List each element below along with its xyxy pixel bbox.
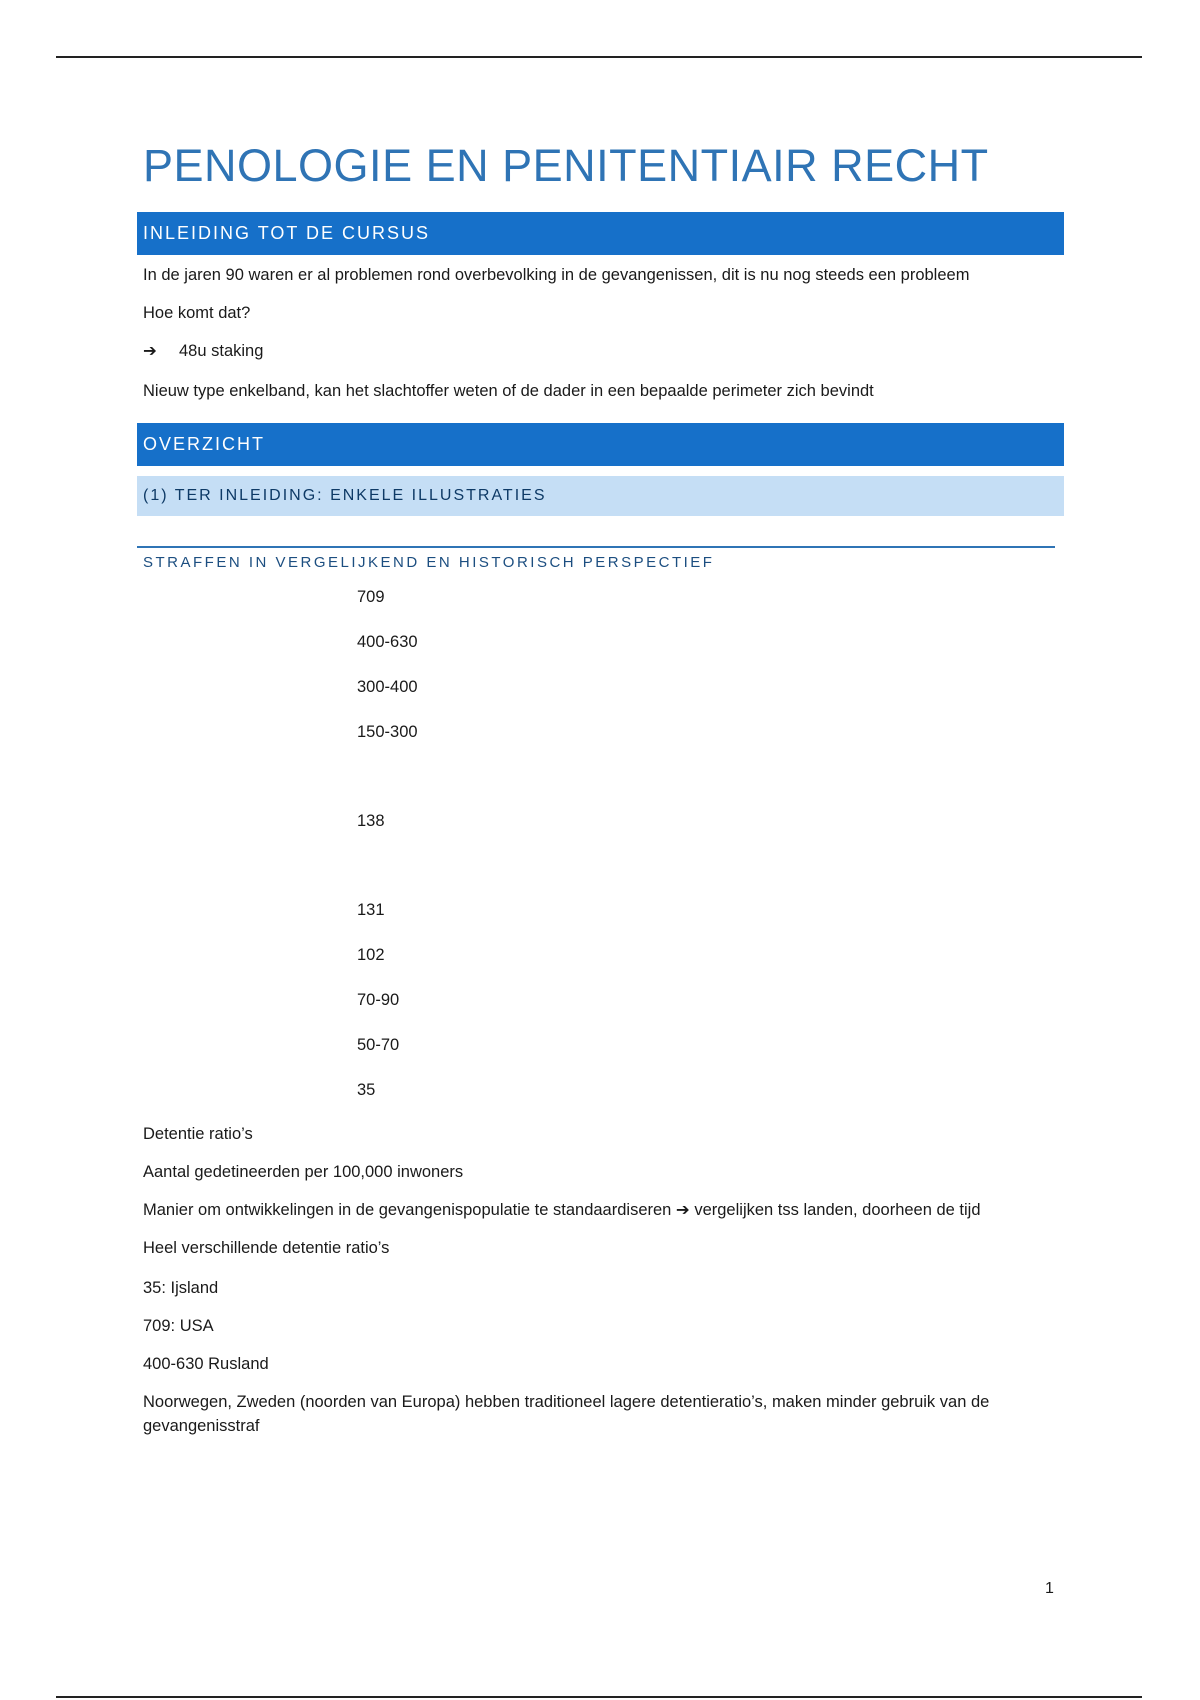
paragraph: Hoe komt dat?	[143, 303, 251, 322]
rate-value: 709	[357, 587, 385, 606]
document-title: PENOLOGIE EN PENITENTIAIR RECHT	[143, 140, 989, 191]
arrow-item-text: 48u staking	[179, 341, 264, 360]
rate-value: 131	[357, 900, 385, 919]
paragraph: 35: Ijsland	[143, 1278, 219, 1297]
arrow-list-item	[137, 339, 1064, 363]
paragraph: Aantal gedetineerden per 100,000 inwoners	[143, 1162, 464, 1181]
detention-rates-list	[357, 585, 1064, 1102]
paragraph: Detentie ratio’s	[143, 1124, 253, 1143]
rate-value: 400-630	[357, 632, 418, 651]
paragraph: Noorwegen, Zweden (noorden van Europa) hebben traditioneel lagere detentieratio’s, maken minder gebruik van de gevangenisstraf	[143, 1392, 990, 1435]
rate-value: 50-70	[357, 1035, 400, 1054]
subheading-illustrations: (1) TER INLEIDING: ENKELE ILLUSTRATIES	[137, 476, 1064, 516]
footer-rule	[56, 1696, 1142, 1698]
subsubheading-block	[137, 546, 1055, 571]
paragraph: 400-630 Rusland	[143, 1354, 269, 1373]
subsubheading-perspective: STRAFFEN IN VERGELIJKEND EN HISTORISCH PERSPECTIEF	[143, 553, 715, 571]
paragraph: 709: USA	[143, 1316, 214, 1335]
rate-value: 102	[357, 945, 385, 964]
document-page	[137, 140, 1064, 1438]
header-rule	[56, 56, 1142, 58]
page-number: 1	[1045, 1580, 1054, 1597]
paragraph: Heel verschillende detentie ratio’s	[143, 1238, 390, 1257]
rate-value: 35	[357, 1080, 376, 1099]
rate-value: 138	[357, 811, 385, 830]
paragraph: Nieuw type enkelband, kan het slachtoffer weten of de dader in een bepaalde perimeter zich bevindt	[143, 381, 874, 400]
rate-value: 300-400	[357, 677, 418, 696]
heading-intro: INLEIDING TOT DE CURSUS	[137, 212, 1064, 255]
arrow-right-icon: ➔	[143, 341, 157, 360]
paragraph: Manier om ontwikkelingen in de gevangenispopulatie te standaardiseren ➔ vergelijken tss landen, doorheen de tijd	[143, 1200, 981, 1219]
rate-value: 70-90	[357, 990, 400, 1009]
paragraph: In de jaren 90 waren er al problemen rond overbevolking in de gevangenissen, dit is nu nog steeds een probleem	[143, 265, 970, 284]
heading-overview: OVERZICHT	[137, 423, 1064, 466]
rate-value: 150-300	[357, 722, 418, 741]
